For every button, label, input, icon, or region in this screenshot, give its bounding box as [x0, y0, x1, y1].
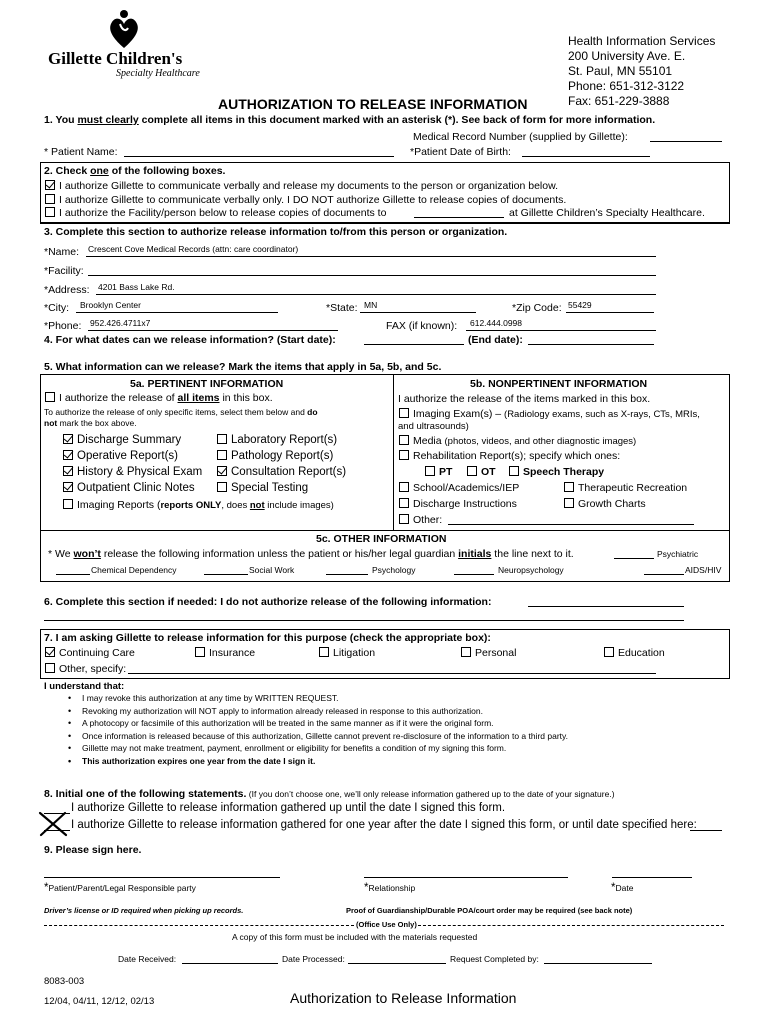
- s8-date-field[interactable]: [690, 830, 722, 831]
- checkbox[interactable]: [63, 499, 73, 509]
- s3-facility-label: *Facility:: [44, 265, 84, 277]
- checkbox[interactable]: [63, 466, 73, 476]
- s6-field[interactable]: [528, 606, 684, 607]
- date-processed-label: Date Processed:: [282, 954, 345, 964]
- s5b-growth-charts[interactable]: Growth Charts: [564, 498, 646, 510]
- s9-relationship-label: *Relationship: [364, 882, 416, 894]
- x-mark-icon[interactable]: [38, 811, 68, 837]
- s3-fax-field[interactable]: [466, 330, 656, 331]
- s5c-social-initials[interactable]: [204, 574, 248, 575]
- s7-purpose-education[interactable]: Education: [604, 647, 665, 659]
- address-line: St. Paul, MN 55101: [568, 64, 673, 78]
- s3-name-value: Crescent Cove Medical Records (attn: care coordinator): [88, 244, 299, 254]
- s3-address-value: 4201 Bass Lake Rd.: [98, 282, 175, 292]
- s3-state-value: MN: [364, 300, 378, 310]
- s3-address-field[interactable]: [96, 294, 656, 295]
- s5b-imaging-note: and ultrasounds): [398, 421, 469, 432]
- mrn-label: Medical Record Number (supplied by Gillette):: [413, 131, 628, 143]
- s4-end-date-field[interactable]: [528, 344, 654, 345]
- s9-date-label: *Date: [611, 882, 634, 894]
- s5b-other[interactable]: Other:: [399, 514, 442, 526]
- checkbox[interactable]: [564, 482, 574, 492]
- checkbox[interactable]: [399, 450, 409, 460]
- s5b-intro: I authorize the release of the items marked in this box.: [398, 393, 651, 405]
- s3-state-label: *State:: [326, 302, 358, 314]
- checkbox[interactable]: [63, 434, 73, 444]
- checkbox[interactable]: [604, 647, 614, 657]
- logo-name: Gillette Children's: [48, 49, 183, 68]
- list-item: • Gillette may not make treatment, payment, enrollment or eligibility for benefits a condition of my signing this form.: [62, 742, 722, 755]
- s5a-item[interactable]: Special Testing: [217, 482, 308, 494]
- s5c-psychology-initials[interactable]: [326, 574, 368, 575]
- checkbox[interactable]: [195, 647, 205, 657]
- s4-end-label: (End date):: [468, 334, 523, 346]
- s3-city-value: Brooklyn Center: [80, 300, 141, 310]
- list-item: • A photocopy or facsimile of this authorization will be treated in the same manner as if it were the original form.: [62, 717, 722, 730]
- s2-option-facility-release[interactable]: I authorize the Facility/person below to release copies of documents to: [45, 207, 386, 219]
- checkbox[interactable]: [461, 647, 471, 657]
- office-divider-right: [418, 925, 724, 926]
- date-processed-field[interactable]: [348, 963, 446, 964]
- checkbox[interactable]: [399, 482, 409, 492]
- checkbox[interactable]: [45, 647, 55, 657]
- s3-zip-value: 55429: [568, 300, 592, 310]
- list-item: • Once information is released because of this authorization, Gillette cannot prevent re-disclosure of the information to a third party.: [62, 730, 722, 743]
- checkbox[interactable]: [399, 514, 409, 524]
- s7-purpose-other[interactable]: Other, specify:: [45, 663, 126, 675]
- checkbox[interactable]: [45, 194, 55, 204]
- address-line: Health Information Services: [568, 34, 716, 48]
- s7-purpose-litigation[interactable]: Litigation: [319, 647, 375, 659]
- s1-instructions: 1. You must clearly complete all items in this document marked with an asterisk (*). See back of form for more information.: [44, 114, 656, 126]
- s7-purpose-continuing-care[interactable]: Continuing Care: [45, 647, 135, 659]
- address-block: [568, 34, 715, 109]
- date-received-label: Date Received:: [118, 954, 177, 964]
- s8-title: 8. Initial one of the following statements. (If you don’t choose one, we’ll only release information gathered up to the date of your signature.): [44, 788, 615, 800]
- list-item: • This authorization expires one year from the date I sign it.: [62, 755, 722, 768]
- checkbox[interactable]: [399, 498, 409, 508]
- s2-option-facility-release-suffix: at Gillette Children’s Specialty Healthcare.: [509, 207, 705, 219]
- s5b-speech[interactable]: Speech Therapy: [509, 466, 604, 478]
- s5b-therapeutic-recreation[interactable]: Therapeutic Recreation: [564, 482, 687, 494]
- s5a-item[interactable]: Pathology Report(s): [217, 450, 333, 462]
- s2-title: 2. Check one of the following boxes.: [44, 165, 226, 177]
- office-copy-note: A copy of this form must be included with the materials requested: [232, 932, 478, 942]
- s3-fax-label: FAX (if known):: [386, 320, 458, 332]
- s5b-ot[interactable]: OT: [467, 466, 496, 478]
- date-received-field[interactable]: [182, 963, 278, 964]
- office-divider-left: [44, 925, 354, 926]
- s5c-title: 5c. OTHER INFORMATION: [316, 533, 447, 545]
- footer-title: Authorization to Release Information: [290, 990, 517, 1006]
- checkbox[interactable]: [399, 435, 409, 445]
- checkbox[interactable]: [217, 434, 227, 444]
- checkbox[interactable]: [217, 466, 227, 476]
- s7-purpose-personal[interactable]: Personal: [461, 647, 516, 659]
- office-use-label: (Office Use Only): [356, 920, 417, 929]
- s5a-all-items[interactable]: I authorize the release of all items in this box.: [45, 392, 273, 404]
- s5c-aids-initials[interactable]: [644, 574, 684, 575]
- s7-bullet-list: [62, 692, 722, 768]
- s3-state-field[interactable]: [360, 312, 476, 313]
- s9-signature-field[interactable]: [44, 877, 280, 878]
- s9-id-note: Driver’s license or ID required when picking up records.: [44, 906, 244, 915]
- s5b-other-field[interactable]: [448, 524, 694, 525]
- s9-date-field[interactable]: [612, 877, 692, 878]
- s6-title: 6. Complete this section if needed: I do not authorize release of the following information:: [44, 596, 492, 608]
- s5c-neuropsychology-initials[interactable]: [454, 574, 494, 575]
- s5b-title: 5b. NONPERTINENT INFORMATION: [470, 378, 648, 390]
- s5a-item[interactable]: Consultation Report(s): [217, 466, 346, 478]
- page-title: AUTHORIZATION TO RELEASE INFORMATION: [218, 96, 528, 112]
- list-item: • I may revoke this authorization at any time by WRITTEN REQUEST.: [62, 692, 722, 705]
- heart-logo-icon: [106, 8, 142, 50]
- patient-name-field[interactable]: [124, 156, 394, 157]
- address-line: Fax: 651-229-3888: [568, 94, 670, 108]
- s5c-item: Chemical Dependency: [91, 565, 177, 575]
- logo-tagline: Specialty Healthcare: [116, 68, 200, 79]
- s2-option-verbal-and-documents[interactable]: I authorize Gillette to communicate verbally and release my documents to the person or organization below.: [45, 180, 558, 192]
- s9-title: 9. Please sign here.: [44, 844, 142, 856]
- s7-understand: I understand that:: [44, 681, 125, 692]
- s3-city-label: *City:: [44, 302, 70, 314]
- s3-facility-field[interactable]: [88, 275, 656, 276]
- dob-label: *Patient Date of Birth:: [410, 146, 511, 158]
- s3-zip-label: *Zip Code:: [512, 302, 562, 314]
- checkbox[interactable]: [217, 482, 227, 492]
- checkbox[interactable]: [509, 466, 519, 476]
- s3-phone-label: *Phone:: [44, 320, 82, 332]
- list-item: • Revoking my authorization will NOT apply to information already released in response to this authorization.: [62, 705, 722, 718]
- s5a-item[interactable]: Discharge Summary: [63, 434, 181, 446]
- checkbox[interactable]: [45, 392, 55, 402]
- form-revisions: 12/04, 04/11, 12/12, 02/13: [44, 996, 155, 1007]
- s5b-school[interactable]: School/Academics/IEP: [399, 482, 519, 494]
- request-completed-field[interactable]: [544, 963, 652, 964]
- s5c-item: Social Work: [249, 565, 295, 575]
- checkbox[interactable]: [564, 498, 574, 508]
- dob-field[interactable]: [522, 156, 650, 157]
- checkbox[interactable]: [399, 408, 409, 418]
- s9-proof-note: Proof of Guardianship/Durable POA/court order may be required (see back note): [346, 906, 633, 915]
- s3-fax-value: 612.444.0998: [470, 318, 522, 328]
- s5c-item: Neuropsychology: [498, 565, 564, 575]
- s5-title: 5. What information can we release? Mark the items that apply in 5a, 5b, and 5c.: [44, 361, 442, 373]
- s3-phone-value: 952.426.4711x7: [90, 318, 151, 328]
- checkbox[interactable]: [45, 663, 55, 673]
- patient-name-label: * Patient Name:: [44, 146, 118, 158]
- s7-purpose-insurance[interactable]: Insurance: [195, 647, 255, 659]
- s5a-item[interactable]: History & Physical Exam: [63, 466, 202, 478]
- s5c-psychiatric-initials[interactable]: [614, 558, 654, 559]
- s5a-note-2: not mark the box above.: [44, 418, 137, 428]
- address-line: 200 University Ave. E.: [568, 49, 686, 63]
- s8-opt2-initials[interactable]: [44, 830, 70, 831]
- s5c-line: * We won’t release the following information unless the patient or his/her legal guardian initials the line next to it.: [48, 548, 574, 560]
- s7-title: 7. I am asking Gillette to release information for this purpose (check the appropriate box):: [44, 632, 491, 644]
- request-completed-label: Request Completed by:: [450, 954, 539, 964]
- checkbox[interactable]: [467, 466, 477, 476]
- s4-title: 4. For what dates can we release information? (Start date):: [44, 334, 336, 346]
- s6-field-2[interactable]: [44, 620, 684, 621]
- checkbox[interactable]: [45, 180, 55, 190]
- s5a-imaging-reports[interactable]: Imaging Reports (reports ONLY, does not include images): [63, 499, 334, 511]
- s7-other-field[interactable]: [128, 673, 656, 674]
- s9-relationship-field[interactable]: [364, 877, 568, 878]
- s3-name-label: *Name:: [44, 246, 80, 258]
- s5a-item[interactable]: Laboratory Report(s): [217, 434, 337, 446]
- s5b-media[interactable]: Media (photos, videos, and other diagnostic images): [399, 435, 636, 447]
- checkbox[interactable]: [63, 482, 73, 492]
- checkbox[interactable]: [319, 647, 329, 657]
- s3-zip-field[interactable]: [566, 312, 654, 313]
- checkbox[interactable]: [217, 450, 227, 460]
- s3-city-field[interactable]: [76, 312, 278, 313]
- checkbox[interactable]: [63, 450, 73, 460]
- s4-start-date-field[interactable]: [364, 344, 464, 345]
- s5c-item: Psychiatric: [657, 549, 699, 559]
- s5a-item[interactable]: Operative Report(s): [63, 450, 178, 462]
- checkbox[interactable]: [45, 207, 55, 217]
- s5a-note: To authorize the release of only specific items, select them below and do: [44, 407, 318, 417]
- mrn-field[interactable]: [650, 141, 722, 142]
- s5a-item[interactable]: Outpatient Clinic Notes: [63, 482, 195, 494]
- s5a-title: 5a. PERTINENT INFORMATION: [130, 378, 284, 390]
- s3-name-field[interactable]: [86, 256, 656, 257]
- s2-recipient-field[interactable]: [414, 217, 504, 218]
- s5b-pt[interactable]: PT: [425, 466, 452, 478]
- form-number: 8083-003: [44, 976, 85, 987]
- s8-option-2: I authorize Gillette to release information gathered for one year after the date I signed this form, or until date specified here:: [71, 819, 697, 831]
- s5b-imaging-exams[interactable]: Imaging Exam(s) – (Radiology exams, such as X-rays, CTs, MRIs,: [399, 408, 700, 420]
- address-line: Phone: 651-312-3122: [568, 79, 685, 93]
- s9-signature-label: *Patient/Parent/Legal Responsible party: [44, 882, 196, 894]
- s3-phone-field[interactable]: [88, 330, 338, 331]
- s5b-discharge-instructions[interactable]: Discharge Instructions: [399, 498, 517, 510]
- s3-address-label: *Address:: [44, 284, 90, 296]
- s5c-chemical-initials[interactable]: [56, 574, 90, 575]
- s5b-rehab[interactable]: Rehabilitation Report(s); specify which ones:: [399, 450, 620, 462]
- s5c-item: AIDS/HIV: [685, 565, 722, 575]
- checkbox[interactable]: [425, 466, 435, 476]
- s8-option-1: I authorize Gillette to release information gathered up until the date I signed this form.: [71, 802, 506, 814]
- logo: [44, 8, 224, 80]
- s3-title: 3. Complete this section to authorize release information to/from this person or organization.: [44, 226, 508, 238]
- s2-option-verbal-only[interactable]: I authorize Gillette to communicate verbally only. I DO NOT authorize Gillette to release copies of documents.: [45, 194, 566, 206]
- s5c-item: Psychology: [372, 565, 416, 575]
